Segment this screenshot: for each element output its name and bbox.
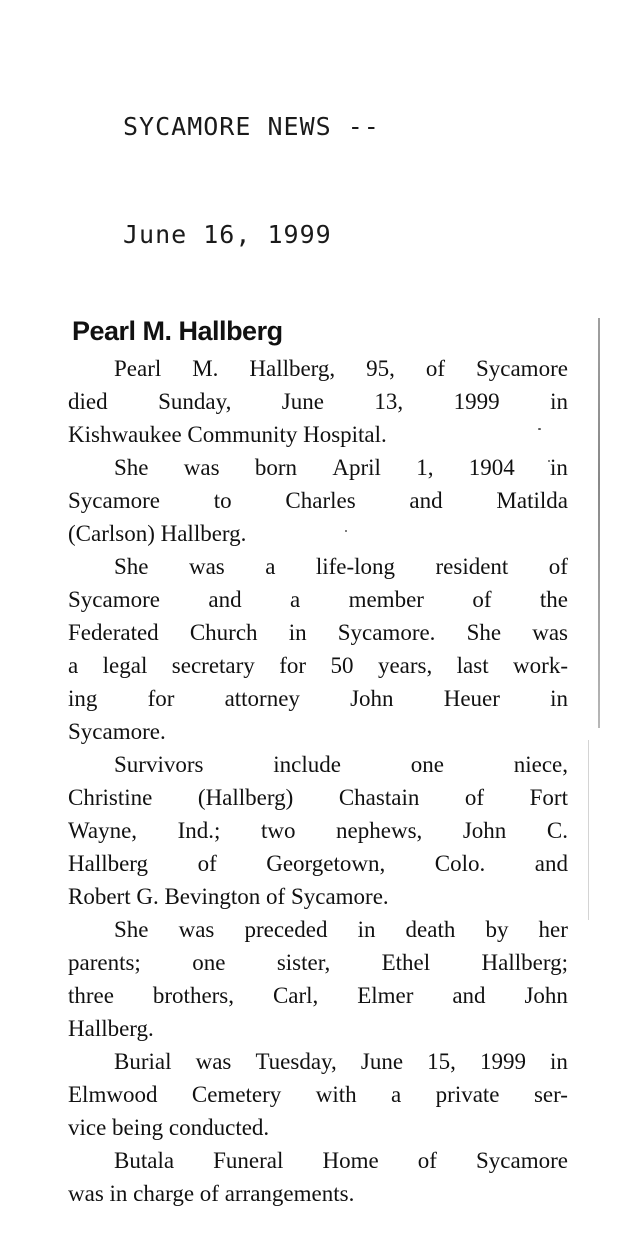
obituary-line: She was preceded in death by her [114, 917, 568, 942]
obituary-line: Hallberg. [68, 1016, 154, 1041]
obituary-line: Sycamore to Charles and Matilda [68, 488, 568, 513]
obituary-line: was in charge of arrangements. [68, 1181, 355, 1206]
obituary-line: Federated Church in Sycamore. She was [68, 620, 568, 645]
obituary-line: Kishwaukee Community Hospital. [68, 422, 387, 447]
obituary-line: She was born April 1, 1904 in [114, 455, 568, 480]
obituary-line: Hallberg of Georgetown, Colo. and [68, 851, 568, 876]
print-speck [345, 530, 347, 532]
obituary-line: Survivors include one niece, [114, 752, 568, 777]
obituary-line: Pearl M. Hallberg, 95, of Sycamore [114, 356, 568, 381]
obituary-line: parents; one sister, Ethel Hallberg; [68, 950, 568, 975]
print-speck [548, 460, 550, 462]
obituary-line: Robert G. Bevington of Sycamore. [68, 884, 389, 909]
obituary-line: (Carlson) Hallberg. [68, 521, 247, 546]
obituary-line: Butala Funeral Home of Sycamore [114, 1148, 568, 1173]
obituary-line: died Sunday, June 13, 1999 in [68, 389, 568, 414]
obituary-line: ing for attorney John Heuer in [68, 686, 568, 711]
obituary-line: Sycamore and a member of the [68, 587, 568, 612]
obituary-line: Sycamore. [68, 719, 166, 744]
obituary-line: a legal secretary for 50 years, last work- [68, 653, 568, 678]
clipping-edge-mark [598, 318, 600, 728]
obituary-line: Wayne, Ind.; two nephews, John C. [68, 818, 568, 843]
source-header: SYCAMORE NEWS -- [123, 112, 380, 141]
obituary-line: Elmwood Cemetery with a private ser- [68, 1082, 568, 1107]
clipping-edge-mark-lower [588, 740, 589, 920]
obituary-headline: Pearl M. Hallberg [72, 316, 283, 346]
obituary-body [68, 352, 568, 1210]
date-header: June 16, 1999 [123, 220, 332, 249]
obituary-line: three brothers, Carl, Elmer and John [68, 983, 568, 1008]
obituary-line: vice being conducted. [68, 1115, 270, 1140]
obituary-line: Burial was Tuesday, June 15, 1999 in [114, 1049, 568, 1074]
obituary-line: Christine (Hallberg) Chastain of Fort [68, 785, 568, 810]
obituary-line: She was a life-long resident of [114, 554, 568, 579]
print-speck [538, 428, 541, 430]
